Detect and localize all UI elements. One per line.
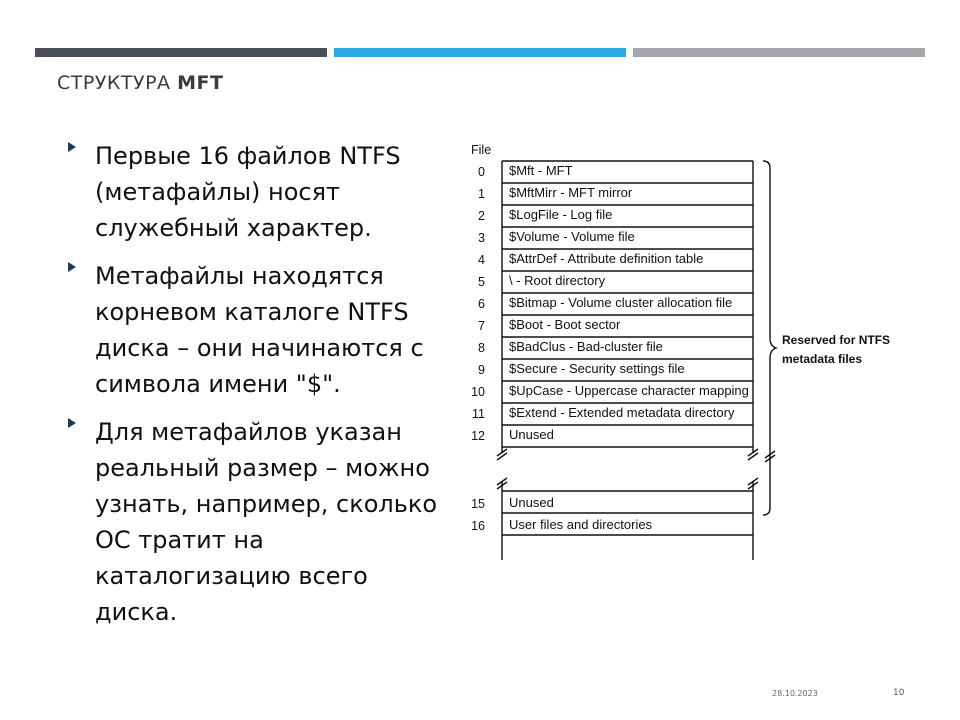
slide-title-bold: MFT bbox=[177, 72, 224, 94]
triangle-bullet-icon bbox=[68, 262, 76, 272]
bullet-text: Для метафайлов указан реальный размер – можно узнать, например, сколько ОС тратит на каталогизацию всего диска. bbox=[95, 418, 438, 626]
reserved-range-label: Reserved for NTFS metadata files bbox=[782, 333, 891, 366]
row-label: $AttrDef - Attribute definition table bbox=[509, 251, 704, 266]
row-label: $Boot - Boot sector bbox=[509, 317, 621, 332]
row-number: 12 bbox=[471, 429, 485, 443]
bullet-item bbox=[68, 258, 448, 402]
accent-segment-gray bbox=[633, 48, 925, 57]
triangle-bullet-icon bbox=[68, 142, 76, 152]
row-number: 0 bbox=[478, 165, 485, 179]
row-number: 11 bbox=[472, 407, 485, 421]
page-number: 10 bbox=[893, 688, 905, 698]
row-number: 9 bbox=[478, 363, 485, 377]
bullet-item bbox=[68, 414, 448, 630]
row-number: 1 bbox=[478, 187, 485, 201]
header-accent-bar bbox=[35, 48, 925, 57]
bullet-text: Метафайлы находятся корневом каталоге NTFS диска – они начинаются с символа имени "$". bbox=[95, 262, 424, 398]
row-label: $BadClus - Bad-cluster file bbox=[509, 339, 663, 354]
mft-diagram bbox=[465, 138, 925, 568]
slide-title-prefix: СТРУКТУРА bbox=[57, 72, 178, 94]
row-label: $LogFile - Log file bbox=[509, 207, 613, 222]
row-number: 10 bbox=[471, 385, 485, 399]
row-number: 16 bbox=[471, 519, 485, 533]
accent-segment-dark bbox=[35, 48, 327, 57]
row-number: 15 bbox=[471, 497, 485, 511]
footer-date: 28.10.2023 bbox=[772, 689, 818, 698]
bullet-item bbox=[68, 138, 448, 246]
row-label: $Extend - Extended metadata directory bbox=[509, 405, 735, 420]
row-label: Unused bbox=[509, 495, 554, 510]
row-number: 3 bbox=[478, 231, 485, 245]
row-number: 4 bbox=[478, 253, 485, 267]
row-label: $Secure - Security settings file bbox=[509, 361, 685, 376]
slide-title bbox=[57, 72, 223, 94]
row-label: $MftMirr - MFT mirror bbox=[509, 185, 633, 200]
row-number: 2 bbox=[478, 209, 485, 223]
row-number: 6 bbox=[478, 297, 485, 311]
row-label: $Mft - MFT bbox=[509, 163, 573, 178]
row-label: $UpCase - Uppercase character mapping bbox=[509, 383, 749, 398]
row-number: 5 bbox=[478, 275, 485, 289]
row-number: 7 bbox=[478, 319, 485, 333]
bullet-text: Первые 16 файлов NTFS (метафайлы) носят служебный характер. bbox=[95, 142, 401, 242]
file-column-header: File bbox=[471, 143, 492, 157]
accent-segment-blue bbox=[334, 48, 626, 57]
row-label: Unused bbox=[509, 427, 554, 442]
row-number: 8 bbox=[478, 341, 485, 355]
row-label: $Volume - Volume file bbox=[509, 229, 635, 244]
row-label: \ - Root directory bbox=[509, 273, 606, 288]
row-label: User files and directories bbox=[509, 517, 653, 532]
bullet-list bbox=[68, 138, 448, 642]
row-label: $Bitmap - Volume cluster allocation file bbox=[509, 295, 733, 310]
triangle-bullet-icon bbox=[68, 418, 76, 428]
